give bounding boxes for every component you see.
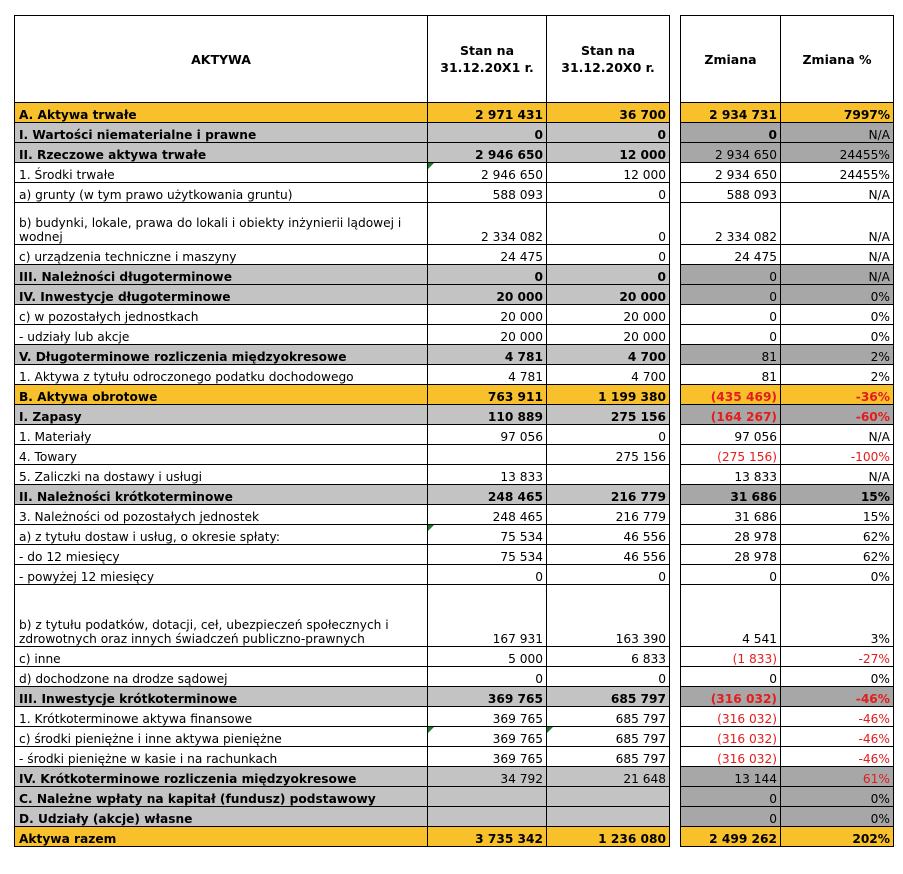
table-row	[15, 525, 670, 545]
table-row	[681, 767, 894, 787]
table-row	[681, 545, 894, 565]
row-label: - udziały lub akcje	[15, 325, 428, 345]
row-label: D. Udziały (akcje) własne	[15, 807, 428, 827]
row-label: b) z tytułu podatków, dotacji, ceł, ubezpieczeń społecznych i zdrowotnych oraz innych świadczeń publiczno-prawnych	[15, 585, 428, 647]
value-20x1: 5 000	[428, 647, 547, 667]
value-20x1: 24 475	[428, 245, 547, 265]
table-row	[15, 345, 670, 365]
header-row	[681, 16, 894, 103]
table-row	[681, 245, 894, 265]
change-pct: 62%	[781, 545, 894, 565]
change-pct: N/A	[781, 203, 894, 245]
change-pct: 0%	[781, 807, 894, 827]
change-pct: 15%	[781, 505, 894, 525]
value-20x1: 75 534	[428, 525, 547, 545]
value-20x0: 685 797	[547, 747, 670, 767]
table-row	[15, 565, 670, 585]
table-row	[681, 405, 894, 425]
table-row	[15, 545, 670, 565]
change-pct: -46%	[781, 727, 894, 747]
value-20x0: 0	[547, 123, 670, 143]
change-pct: N/A	[781, 123, 894, 143]
value-20x1: 763 911	[428, 385, 547, 405]
row-label: a) z tytułu dostaw i usług, o okresie spłaty:	[15, 525, 428, 545]
row-label: 1. Materiały	[15, 425, 428, 445]
change-value: (316 032)	[681, 707, 781, 727]
table-row	[681, 787, 894, 807]
table-row	[15, 747, 670, 767]
value-20x1: 2 946 650	[428, 143, 547, 163]
row-label: V. Długoterminowe rozliczenia międzyokresowe	[15, 345, 428, 365]
table-row	[15, 687, 670, 707]
value-20x1: 2 971 431	[428, 103, 547, 123]
value-20x0: 0	[547, 203, 670, 245]
change-value: 31 686	[681, 505, 781, 525]
row-label: III. Inwestycje krótkoterminowe	[15, 687, 428, 707]
value-20x1: 369 765	[428, 747, 547, 767]
row-label: 4. Towary	[15, 445, 428, 465]
value-20x0: 46 556	[547, 525, 670, 545]
table-row	[15, 807, 670, 827]
table-row	[681, 585, 894, 647]
change-value: 2 934 650	[681, 143, 781, 163]
assets-table	[14, 15, 670, 847]
row-label: 1. Krótkoterminowe aktywa finansowe	[15, 707, 428, 727]
table-row	[15, 325, 670, 345]
change-pct: -36%	[781, 385, 894, 405]
change-table	[680, 15, 894, 847]
value-20x1: 248 465	[428, 505, 547, 525]
table-row	[15, 385, 670, 405]
table-row	[681, 485, 894, 505]
value-20x1: 0	[428, 123, 547, 143]
value-20x0: 685 797	[547, 707, 670, 727]
change-value: 2 934 650	[681, 163, 781, 183]
row-label: B. Aktywa obrotowe	[15, 385, 428, 405]
table-row	[15, 285, 670, 305]
change-pct: -100%	[781, 445, 894, 465]
table-row	[681, 325, 894, 345]
row-label: - powyżej 12 miesięcy	[15, 565, 428, 585]
table-row	[681, 647, 894, 667]
table-row	[681, 345, 894, 365]
table-row	[681, 727, 894, 747]
change-pct: N/A	[781, 465, 894, 485]
table-row	[681, 827, 894, 847]
value-20x0: 20 000	[547, 325, 670, 345]
row-label: Aktywa razem	[15, 827, 428, 847]
change-pct: N/A	[781, 183, 894, 203]
change-value: 0	[681, 265, 781, 285]
change-value: (275 156)	[681, 445, 781, 465]
table-row	[15, 647, 670, 667]
value-20x1: 75 534	[428, 545, 547, 565]
row-label: III. Należności długoterminowe	[15, 265, 428, 285]
header-zmiana: Zmiana	[681, 16, 781, 103]
value-20x0: 216 779	[547, 505, 670, 525]
value-20x0: 1 199 380	[547, 385, 670, 405]
row-label: 3. Należności od pozostałych jednostek	[15, 505, 428, 525]
table-row	[681, 365, 894, 385]
value-20x0: 20 000	[547, 305, 670, 325]
table-row	[681, 305, 894, 325]
change-pct: 2%	[781, 345, 894, 365]
change-pct: 62%	[781, 525, 894, 545]
change-value: (316 032)	[681, 687, 781, 707]
row-label: 5. Zaliczki na dostawy i usługi	[15, 465, 428, 485]
table-row	[15, 707, 670, 727]
change-value: 0	[681, 565, 781, 585]
value-20x0: 36 700	[547, 103, 670, 123]
change-pct: -27%	[781, 647, 894, 667]
row-label: II. Należności krótkoterminowe	[15, 485, 428, 505]
table-row	[681, 747, 894, 767]
table-row	[15, 143, 670, 163]
row-label: II. Rzeczowe aktywa trwałe	[15, 143, 428, 163]
value-20x0	[547, 787, 670, 807]
row-label: c) w pozostałych jednostkach	[15, 305, 428, 325]
table-row	[15, 767, 670, 787]
change-pct: N/A	[781, 425, 894, 445]
value-20x0: 216 779	[547, 485, 670, 505]
header-stan-20x0: Stan na 31.12.20X0 r.	[547, 16, 670, 103]
value-20x0: 163 390	[547, 585, 670, 647]
value-20x0: 0	[547, 265, 670, 285]
row-label: IV. Inwestycje długoterminowe	[15, 285, 428, 305]
change-value: (164 267)	[681, 405, 781, 425]
table-row	[681, 203, 894, 245]
table-row	[15, 305, 670, 325]
value-20x1: 34 792	[428, 767, 547, 787]
change-value: 81	[681, 345, 781, 365]
change-pct: 61%	[781, 767, 894, 787]
table-row	[15, 827, 670, 847]
table-row	[15, 425, 670, 445]
row-label: c) urządzenia techniczne i maszyny	[15, 245, 428, 265]
change-pct: 0%	[781, 285, 894, 305]
value-20x0: 0	[547, 667, 670, 687]
value-20x1	[428, 787, 547, 807]
value-20x0: 4 700	[547, 365, 670, 385]
change-pct: 7997%	[781, 103, 894, 123]
change-pct: N/A	[781, 265, 894, 285]
value-20x0: 12 000	[547, 143, 670, 163]
table-row	[681, 525, 894, 545]
table-row	[681, 445, 894, 465]
value-20x0: 6 833	[547, 647, 670, 667]
value-20x1: 20 000	[428, 325, 547, 345]
value-20x1: 20 000	[428, 285, 547, 305]
value-20x1: 97 056	[428, 425, 547, 445]
table-row	[681, 667, 894, 687]
change-value: 0	[681, 807, 781, 827]
value-20x1: 2 946 650	[428, 163, 547, 183]
row-label: 1. Aktywa z tytułu odroczonego podatku dochodowego	[15, 365, 428, 385]
change-value: (1 833)	[681, 647, 781, 667]
change-pct: 2%	[781, 365, 894, 385]
change-value: 2 934 731	[681, 103, 781, 123]
table-row	[681, 465, 894, 485]
table-row	[15, 163, 670, 183]
value-20x1: 0	[428, 667, 547, 687]
value-20x1: 4 781	[428, 345, 547, 365]
table-row	[15, 183, 670, 203]
table-row	[15, 505, 670, 525]
change-pct: 0%	[781, 667, 894, 687]
table-row	[15, 123, 670, 143]
value-20x0: 275 156	[547, 405, 670, 425]
change-value: 24 475	[681, 245, 781, 265]
value-20x0: 0	[547, 425, 670, 445]
value-20x0: 4 700	[547, 345, 670, 365]
change-pct: 0%	[781, 787, 894, 807]
change-value: 0	[681, 787, 781, 807]
table-row	[15, 445, 670, 465]
value-20x1: 167 931	[428, 585, 547, 647]
change-value: 0	[681, 305, 781, 325]
change-value: 28 978	[681, 525, 781, 545]
table-row	[681, 385, 894, 405]
header-stan-20x1: Stan na 31.12.20X1 r.	[428, 16, 547, 103]
change-pct: 15%	[781, 485, 894, 505]
change-value: 31 686	[681, 485, 781, 505]
table-row	[681, 183, 894, 203]
value-20x1	[428, 445, 547, 465]
table-row	[681, 285, 894, 305]
value-20x0: 685 797	[547, 687, 670, 707]
change-pct: N/A	[781, 245, 894, 265]
table-row	[15, 103, 670, 123]
change-value: 81	[681, 365, 781, 385]
change-value: (316 032)	[681, 747, 781, 767]
value-20x0: 685 797	[547, 727, 670, 747]
table-row	[681, 425, 894, 445]
header-aktywa: AKTYWA	[15, 16, 428, 103]
table-row	[15, 203, 670, 245]
value-20x1: 2 334 082	[428, 203, 547, 245]
value-20x0	[547, 465, 670, 485]
table-row	[15, 265, 670, 285]
value-20x0: 12 000	[547, 163, 670, 183]
table-row	[681, 265, 894, 285]
change-pct: 0%	[781, 305, 894, 325]
table-row	[681, 123, 894, 143]
change-pct: 24455%	[781, 143, 894, 163]
table-row	[15, 465, 670, 485]
change-pct: 0%	[781, 325, 894, 345]
change-pct: -46%	[781, 707, 894, 727]
change-pct: -46%	[781, 687, 894, 707]
change-value: 0	[681, 285, 781, 305]
table-row	[15, 727, 670, 747]
value-20x0: 0	[547, 183, 670, 203]
value-20x1: 248 465	[428, 485, 547, 505]
row-label: A. Aktywa trwałe	[15, 103, 428, 123]
change-pct: 3%	[781, 585, 894, 647]
header-row	[15, 16, 670, 103]
table-row	[15, 405, 670, 425]
change-pct: 202%	[781, 827, 894, 847]
change-value: 13 833	[681, 465, 781, 485]
table-row	[681, 505, 894, 525]
row-label: - środki pieniężne w kasie i na rachunkach	[15, 747, 428, 767]
row-label: b) budynki, lokale, prawa do lokali i obiekty inżynierii lądowej i wodnej	[15, 203, 428, 245]
change-value: 28 978	[681, 545, 781, 565]
change-value: 2 334 082	[681, 203, 781, 245]
row-label: d) dochodzone na drodze sądowej	[15, 667, 428, 687]
value-20x1: 4 781	[428, 365, 547, 385]
row-label: 1. Środki trwałe	[15, 163, 428, 183]
value-20x0: 0	[547, 565, 670, 585]
table-row	[681, 143, 894, 163]
table-row	[15, 787, 670, 807]
table-row	[15, 365, 670, 385]
change-pct: 24455%	[781, 163, 894, 183]
table-row	[681, 687, 894, 707]
row-label: c) środki pieniężne i inne aktywa pieniężne	[15, 727, 428, 747]
value-20x1: 20 000	[428, 305, 547, 325]
change-pct: -46%	[781, 747, 894, 767]
value-20x1: 13 833	[428, 465, 547, 485]
header-zmiana-pct: Zmiana %	[781, 16, 894, 103]
change-value: 0	[681, 667, 781, 687]
table-row	[15, 245, 670, 265]
table-row	[681, 807, 894, 827]
change-value: 97 056	[681, 425, 781, 445]
value-20x1: 0	[428, 565, 547, 585]
value-20x0: 21 648	[547, 767, 670, 787]
value-20x1: 0	[428, 265, 547, 285]
value-20x1: 369 765	[428, 687, 547, 707]
row-label: C. Należne wpłaty na kapitał (fundusz) podstawowy	[15, 787, 428, 807]
table-row	[15, 585, 670, 647]
change-value: 2 499 262	[681, 827, 781, 847]
value-20x1: 110 889	[428, 405, 547, 425]
change-pct: 0%	[781, 565, 894, 585]
row-label: IV. Krótkoterminowe rozliczenia międzyokresowe	[15, 767, 428, 787]
row-label: c) inne	[15, 647, 428, 667]
row-label: I. Zapasy	[15, 405, 428, 425]
change-value: 13 144	[681, 767, 781, 787]
change-value: (435 469)	[681, 385, 781, 405]
change-value: 0	[681, 123, 781, 143]
table-row	[15, 485, 670, 505]
table-row	[681, 565, 894, 585]
value-20x0: 20 000	[547, 285, 670, 305]
table-row	[681, 103, 894, 123]
row-label: a) grunty (w tym prawo użytkowania gruntu)	[15, 183, 428, 203]
value-20x1: 369 765	[428, 727, 547, 747]
table-row	[681, 163, 894, 183]
value-20x0: 0	[547, 245, 670, 265]
change-value: 0	[681, 325, 781, 345]
change-value: 588 093	[681, 183, 781, 203]
value-20x1: 3 735 342	[428, 827, 547, 847]
value-20x1	[428, 807, 547, 827]
value-20x1: 369 765	[428, 707, 547, 727]
value-20x0: 46 556	[547, 545, 670, 565]
change-pct: -60%	[781, 405, 894, 425]
value-20x0: 1 236 080	[547, 827, 670, 847]
row-label: I. Wartości niematerialne i prawne	[15, 123, 428, 143]
change-value: 4 541	[681, 585, 781, 647]
value-20x0: 275 156	[547, 445, 670, 465]
change-value: (316 032)	[681, 727, 781, 747]
table-row	[15, 667, 670, 687]
value-20x1: 588 093	[428, 183, 547, 203]
table-row	[681, 707, 894, 727]
value-20x0	[547, 807, 670, 827]
row-label: - do 12 miesięcy	[15, 545, 428, 565]
